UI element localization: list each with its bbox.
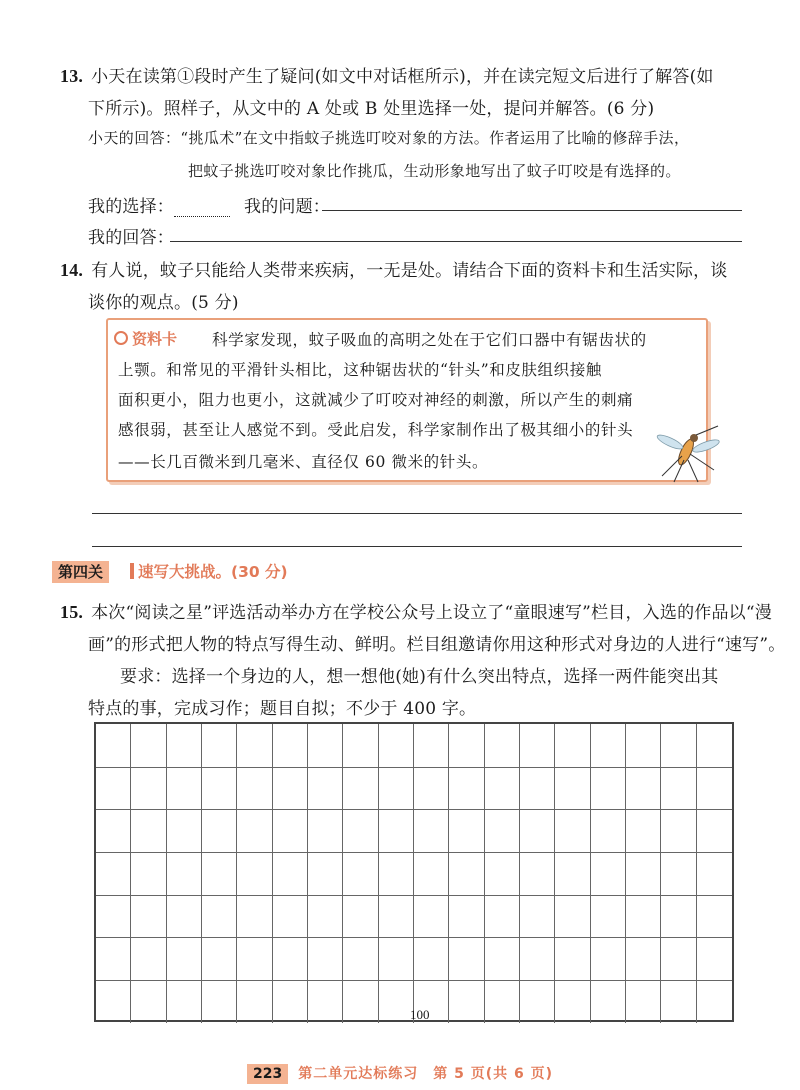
q15-line2: 画”的形式把人物的特点写得生动、鲜明。栏目组邀请你用这种形式对身边的人进行“速写”。 xyxy=(88,635,786,655)
grid-cell[interactable] xyxy=(167,938,202,981)
grid-cell[interactable] xyxy=(308,724,343,767)
grid-cell[interactable] xyxy=(308,767,343,810)
section-badge: 第四关 xyxy=(52,561,109,583)
choice-input[interactable] xyxy=(174,198,230,217)
grid-cell[interactable] xyxy=(237,852,272,895)
grid-cell[interactable] xyxy=(485,852,520,895)
grid-cell[interactable] xyxy=(96,938,131,981)
grid-cell[interactable] xyxy=(661,852,696,895)
grid-cell[interactable] xyxy=(202,724,237,767)
grid-cell[interactable] xyxy=(202,809,237,852)
grid-cell[interactable] xyxy=(96,809,131,852)
grid-cell[interactable] xyxy=(273,852,308,895)
grid-cell[interactable] xyxy=(167,724,202,767)
grid-cell[interactable] xyxy=(555,724,590,767)
page-footer xyxy=(0,1063,800,1084)
grid-cell[interactable] xyxy=(379,767,414,810)
mosquito-icon xyxy=(648,424,726,484)
q13-question-row xyxy=(244,192,330,217)
grid-cell[interactable] xyxy=(555,767,590,810)
grid-cell[interactable] xyxy=(520,895,555,938)
grid-cell[interactable] xyxy=(237,724,272,767)
q13-answer-line2: 把蚊子挑选叮咬对象比作挑瓜，生动形象地写出了蚊子叮咬是有选择的。 xyxy=(188,162,681,180)
grid-cell[interactable] xyxy=(273,767,308,810)
grid-count-mark: 100 xyxy=(410,1007,430,1022)
grid-cell[interactable] xyxy=(131,852,166,895)
section-title xyxy=(130,561,288,583)
grid-cell[interactable] xyxy=(591,852,626,895)
grid-cell[interactable] xyxy=(308,852,343,895)
grid-cell[interactable] xyxy=(167,809,202,852)
grid-cell[interactable] xyxy=(626,767,661,810)
grid-cell[interactable] xyxy=(96,724,131,767)
grid-cell[interactable] xyxy=(273,980,308,1023)
section-title-bar xyxy=(130,563,134,579)
grid-cell[interactable] xyxy=(237,767,272,810)
grid-cell[interactable] xyxy=(626,938,661,981)
grid-cell[interactable] xyxy=(485,980,520,1023)
grid-cell[interactable] xyxy=(414,895,449,938)
question-label: 我的问题： xyxy=(244,197,330,217)
grid-cell[interactable] xyxy=(591,980,626,1023)
grid-cell[interactable] xyxy=(414,767,449,810)
grid-cell[interactable] xyxy=(379,852,414,895)
page-number: 223 xyxy=(247,1064,288,1084)
grid-cell[interactable] xyxy=(343,980,378,1023)
grid-cell[interactable] xyxy=(414,852,449,895)
grid-cell[interactable] xyxy=(308,980,343,1023)
grid-cell[interactable] xyxy=(661,938,696,981)
reply-answer-line[interactable] xyxy=(170,241,742,242)
q13-text1: 小天在读第①段时产生了疑问(如文中对话框所示)，并在读完短文后进行了解答(如 xyxy=(91,67,714,87)
grid-row xyxy=(96,767,732,811)
grid-cell[interactable] xyxy=(555,809,590,852)
grid-cell[interactable] xyxy=(485,767,520,810)
grid-cell[interactable] xyxy=(96,895,131,938)
grid-cell[interactable] xyxy=(273,809,308,852)
grid-row xyxy=(96,895,732,939)
grid-cell[interactable] xyxy=(167,980,202,1023)
grid-cell[interactable] xyxy=(237,980,272,1023)
grid-cell[interactable] xyxy=(520,767,555,810)
grid-cell[interactable] xyxy=(131,767,166,810)
grid-cell[interactable] xyxy=(555,895,590,938)
q15-requirement-line2: 特点的事，完成习作；题目自拟；不少于 400 字。 xyxy=(88,699,477,719)
grid-cell[interactable] xyxy=(520,809,555,852)
grid-cell[interactable] xyxy=(449,938,484,981)
target-icon xyxy=(114,331,128,345)
card-line3: 面积更小，阻力也更小，这就减少了叮咬对神经的刺激，所以产生的刺痛 xyxy=(118,391,634,409)
grid-cell[interactable] xyxy=(661,895,696,938)
section-title-text: 速写大挑战。(30 分) xyxy=(138,563,288,581)
grid-cell[interactable] xyxy=(273,938,308,981)
grid-cell[interactable] xyxy=(237,895,272,938)
grid-cell[interactable] xyxy=(449,980,484,1023)
card-line4: 感很弱，甚至让人感觉不到。受此启发，科学家制作出了极其细小的针头 xyxy=(118,421,634,439)
grid-cell[interactable] xyxy=(555,980,590,1023)
grid-cell[interactable] xyxy=(379,938,414,981)
q13-reply-row xyxy=(88,223,174,248)
grid-row xyxy=(96,852,732,896)
grid-cell[interactable] xyxy=(308,895,343,938)
choice-label: 我的选择： xyxy=(88,197,174,217)
grid-cell[interactable] xyxy=(520,852,555,895)
grid-cell[interactable] xyxy=(661,724,696,767)
grid-cell[interactable] xyxy=(273,724,308,767)
grid-cell[interactable] xyxy=(167,767,202,810)
grid-cell[interactable] xyxy=(202,767,237,810)
grid-cell[interactable] xyxy=(237,938,272,981)
grid-cell[interactable] xyxy=(343,938,378,981)
grid-cell[interactable] xyxy=(202,895,237,938)
q13-line1 xyxy=(60,62,714,87)
grid-cell[interactable] xyxy=(131,809,166,852)
grid-cell[interactable] xyxy=(379,980,414,1023)
q13-choice-row xyxy=(88,192,230,217)
grid-cell[interactable] xyxy=(661,980,696,1023)
grid-cell[interactable] xyxy=(591,724,626,767)
grid-cell[interactable] xyxy=(449,809,484,852)
grid-cell[interactable] xyxy=(591,809,626,852)
grid-cell[interactable] xyxy=(131,895,166,938)
grid-cell[interactable] xyxy=(555,852,590,895)
grid-cell[interactable] xyxy=(626,895,661,938)
grid-cell[interactable] xyxy=(661,767,696,810)
grid-cell[interactable] xyxy=(379,895,414,938)
q15-line1 xyxy=(60,598,772,623)
grid-cell[interactable] xyxy=(626,724,661,767)
grid-cell[interactable] xyxy=(485,724,520,767)
writing-grid[interactable] xyxy=(94,722,734,1022)
grid-cell[interactable] xyxy=(449,767,484,810)
grid-cell[interactable] xyxy=(626,809,661,852)
q15-number: 15. xyxy=(60,602,84,622)
q13-answer-line1: 小天的回答：“挑瓜术”在文中指蚊子挑选叮咬对象的方法。作者运用了比喻的修辞手法， xyxy=(88,129,690,147)
resource-card xyxy=(106,318,708,482)
grid-cell[interactable] xyxy=(449,724,484,767)
grid-cell[interactable] xyxy=(626,852,661,895)
grid-cell[interactable] xyxy=(626,980,661,1023)
q15-requirement-line1: 要求：选择一个身边的人，想一想他(她)有什么突出特点，选择一两件能突出其 xyxy=(120,667,719,687)
grid-cell[interactable] xyxy=(591,767,626,810)
grid-cell[interactable] xyxy=(131,938,166,981)
grid-cell[interactable] xyxy=(449,895,484,938)
grid-cell[interactable] xyxy=(308,809,343,852)
q14-line2: 谈你的观点。(5 分) xyxy=(88,293,239,313)
grid-cell[interactable] xyxy=(96,980,131,1023)
reply-label: 我的回答： xyxy=(88,228,174,248)
card-line5: ——长几百微米到几毫米、直径仅 60 微米的针头。 xyxy=(118,453,489,471)
q14-text1: 有人说，蚊子只能给人类带来疾病，一无是处。请结合下面的资料卡和生活实际，谈 xyxy=(91,261,728,281)
resource-card-tag-text: 资料卡 xyxy=(132,330,178,348)
grid-cell[interactable] xyxy=(96,852,131,895)
grid-cell[interactable] xyxy=(273,895,308,938)
q14-answer-line2[interactable] xyxy=(92,546,742,547)
grid-cell[interactable] xyxy=(167,852,202,895)
grid-cell[interactable] xyxy=(555,938,590,981)
grid-cell[interactable] xyxy=(202,938,237,981)
question-answer-line[interactable] xyxy=(322,210,742,211)
grid-cell[interactable] xyxy=(131,980,166,1023)
grid-cell[interactable] xyxy=(308,938,343,981)
grid-cell[interactable] xyxy=(343,852,378,895)
grid-cell[interactable] xyxy=(485,938,520,981)
grid-cell[interactable] xyxy=(343,767,378,810)
grid-cell[interactable] xyxy=(237,809,272,852)
card-line2: 上颚。和常见的平滑针头相比，这种锯齿状的“针头”和皮肤组织接触 xyxy=(118,361,602,379)
card-line1: 科学家发现，蚊子吸血的高明之处在于它们口器中有锯齿状的 xyxy=(212,331,647,349)
footer-text: 第二单元达标练习 第 5 页(共 6 页) xyxy=(298,1066,553,1082)
grid-row xyxy=(96,809,732,853)
grid-cell[interactable] xyxy=(414,938,449,981)
grid-cell[interactable] xyxy=(167,895,202,938)
grid-cell[interactable] xyxy=(414,724,449,767)
q15-text1: 本次“阅读之星”评选活动举办方在学校公众号上设立了“童眼速写”栏目，入选的作品以“漫 xyxy=(91,603,772,623)
grid-cell[interactable] xyxy=(343,895,378,938)
q14-answer-line1[interactable] xyxy=(92,513,742,514)
grid-cell[interactable] xyxy=(661,809,696,852)
grid-cell[interactable] xyxy=(520,724,555,767)
grid-cell[interactable] xyxy=(202,852,237,895)
grid-cell[interactable] xyxy=(202,980,237,1023)
resource-card-tag xyxy=(114,328,177,349)
q13-line2: 下所示)。照样子，从文中的 A 处或 B 处里选择一处，提问并解答。(6 分) xyxy=(88,99,655,119)
q14-number: 14. xyxy=(60,260,84,280)
grid-cell[interactable] xyxy=(343,809,378,852)
grid-cell[interactable] xyxy=(379,724,414,767)
grid-cell[interactable] xyxy=(485,895,520,938)
grid-cell[interactable] xyxy=(449,852,484,895)
grid-cell[interactable] xyxy=(520,980,555,1023)
q13-number: 13. xyxy=(60,66,84,86)
grid-cell[interactable] xyxy=(414,809,449,852)
grid-cell[interactable] xyxy=(343,724,378,767)
grid-cell[interactable] xyxy=(485,809,520,852)
grid-cell[interactable] xyxy=(520,938,555,981)
q14-line1 xyxy=(60,256,728,281)
grid-cell[interactable] xyxy=(591,895,626,938)
grid-cell[interactable] xyxy=(96,767,131,810)
grid-cell[interactable] xyxy=(131,724,166,767)
grid-cell[interactable] xyxy=(379,809,414,852)
grid-row xyxy=(96,724,732,768)
grid-row xyxy=(96,938,732,982)
grid-cell[interactable] xyxy=(591,938,626,981)
